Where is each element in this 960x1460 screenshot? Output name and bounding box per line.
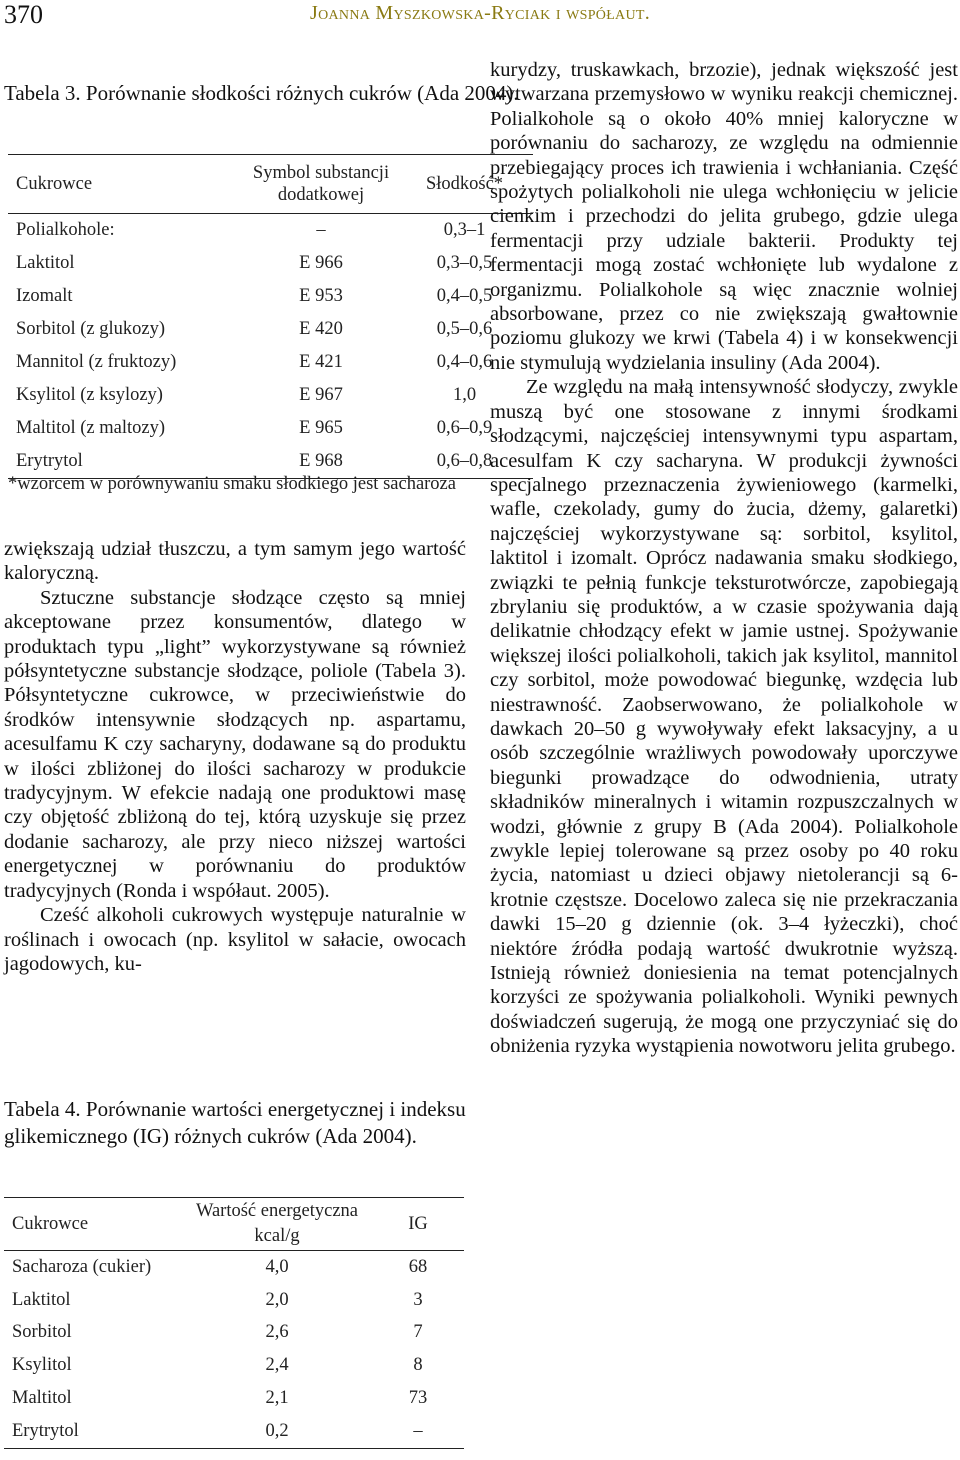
running-header-authors: Joanna Myszkowska-Ryciak i współaut. [310, 2, 651, 24]
table3-caption: Tabela 3. Porównanie słodkości różnych cukrów (Ada 2004). [4, 81, 519, 105]
table-header-row [4, 1198, 464, 1251]
table-cell: 8 [413, 1355, 423, 1376]
table-row [4, 1382, 464, 1415]
table-cell: 0,3–1 [443, 220, 486, 240]
table-cell: Laktitol [16, 253, 75, 273]
table-cell: 0,6–0,9 [436, 418, 493, 438]
table-cell: 0,3–0,5 [436, 253, 493, 273]
table-cell: Ksylitol [12, 1355, 72, 1376]
table-header-row [8, 155, 533, 214]
table-header-cell: Słodkość* [396, 155, 533, 214]
table-cell: – [413, 1420, 423, 1441]
table-cell: 73 [408, 1388, 428, 1409]
table-row [4, 1284, 464, 1317]
table-cell: 3 [413, 1289, 423, 1310]
paragraph: kurydzy, truskawkach, brzozie), jednak większość jest wytwarzana przemysłowo w wyniku reakcji chemicznej. Polialkohole są o około 40% mniej kaloryczne w porównaniu do sacharozy, ze względu na odmiennie przebiegający proces ich trawienia i wchłaniania. Część spożytych polialkoholi nie ulega wchłonięciu w jelicie cienkim i przechodzi do jelita grubego, gdzie ulega fermentacji przy udziale bakterii. Produkty tej fermentacji mogą zostać wchłonięte lub wydalone z organizmu. Polialkohole są więc znacznie wolniej absorbowane, przez co nie zwiększają gwałtownie poziomu glukozy we krwi (Tabela 4) i w konsekwencji nie stymulują wydzielania insuliny (Ada 2004). [490, 59, 958, 374]
table-cell: E 968 [299, 451, 343, 471]
table-row [8, 412, 533, 445]
table3-note: *wzorcem w porównywaniu smaku słodkiego jest sacharoza [8, 474, 456, 494]
table-row [8, 313, 533, 346]
table-cell: Laktitol [12, 1289, 71, 1310]
table-cell: Erytrytol [16, 451, 83, 471]
table-cell: E 953 [299, 286, 343, 306]
paragraph: zwiększają udział tłuszczu, a tym samym jego wartość kaloryczną. [4, 538, 466, 585]
table-row [4, 1251, 464, 1284]
table-row [8, 379, 533, 412]
table-cell: 0,5–0,6 [436, 319, 493, 339]
table-cell: E 420 [299, 319, 343, 339]
paragraph: Cześć alkoholi cukrowych występuje naturalnie w roślinach i owocach (np. ksylitol w sałacie, owocach jagodowych, ku- [4, 904, 466, 975]
table-header-cell: Wartość energetyczna kcal/g [182, 1198, 372, 1251]
table-cell: 68 [408, 1256, 428, 1277]
table-cell: 2,6 [265, 1322, 289, 1343]
table-cell: – [316, 220, 326, 240]
table3 [8, 154, 533, 479]
table-cell: Maltitol [12, 1388, 72, 1409]
table-row [4, 1349, 464, 1382]
table-cell: 1,0 [452, 385, 477, 405]
table-row [8, 280, 533, 313]
table-cell: Sacharoza (cukier) [12, 1256, 152, 1277]
table-cell: Mannitol (z fruktozy) [16, 352, 177, 372]
table-header-cell: Cukrowce [4, 1198, 182, 1251]
table-cell: 0,4–0,6 [436, 352, 493, 372]
table-cell: 2,4 [265, 1355, 289, 1376]
table-cell: E 966 [299, 253, 343, 273]
table-cell: Izomalt [16, 286, 73, 306]
paragraph: Sztuczne substancje słodzące często są mniej akceptowane przez konsumentów, dlatego w produktach typu „light” wykorzystywane są również półsyntetyczne substancje słodzące, poliole (Tabela 3). Półsyntetyczne cukrowce, w przeciwieństwie do środków intensywnie słodzących np. aspartamu, acesulfamu K czy sacharyny, dodawane są do produktu w ilości zbliżonej do ilości sacharozy w produkcie tradycyjnym. W efekcie nadają one produktowi masę czy objętość zbliżoną do tej, którą uzyskuje się przez dodanie sacharozy, ale przy nieco niższej wartości energetycznej w porównaniu do produktów tradycyjnych (Ronda i współaut. 2005). [4, 586, 466, 902]
table-header-cell: Symbol substancji dodatkowej [246, 155, 396, 214]
table4-caption: Tabela 4. Porównanie wartości energetycznej i indeksu glikemicznego (IG) różnych cukrów (Ada 2004). [4, 1097, 466, 1148]
table-cell: E 967 [299, 385, 343, 405]
table-cell: Maltitol (z maltozy) [16, 418, 165, 438]
table-cell: 0,6–0,8 [436, 451, 493, 471]
table-cell: 4,0 [265, 1256, 289, 1277]
table-header-cell: IG [372, 1198, 464, 1251]
table-cell: 2,1 [265, 1388, 289, 1409]
table-row [4, 1317, 464, 1350]
table-header-cell: Cukrowce [8, 155, 246, 214]
table-cell: 0,2 [265, 1420, 289, 1441]
table-cell: E 965 [299, 418, 343, 438]
page-number: 370 [4, 0, 43, 29]
table-cell: 7 [413, 1322, 423, 1343]
table-cell: 0,4–0,5 [436, 286, 493, 306]
table4 [4, 1197, 464, 1449]
table-cell: 2,0 [265, 1289, 289, 1310]
left-column-text [4, 537, 466, 976]
table-cell: Polialkohole: [16, 220, 115, 240]
table-cell: Sorbitol (z glukozy) [16, 319, 166, 339]
paragraph: Ze względu na małą intensywność słodyczy, zwykle muszą być one stosowane z innymi środkami słodzącymi, najczęściej intensywnymi typu aspartam, acesulfam K czy sacharyna. W produkcji żywności specjalnego przeznaczenia żywieniowego (karmelki, wafle, czekolady, gumy do żucia, dżemy, galaretki) najczęściej wykorzystywane są: sorbitol, ksylitol, laktitol i izomalt. Oprócz nadawania smaku słodkiego, związki te pełnią funkcje teksturotwórcze, zapobiegają zbrylaniu się produktów, a w czasie spożywania dają delikatnie chłodzący efekt w jamie ustnej. Spożywanie większej ilości polialkoholi, takich jak ksylitol, mannitol czy sorbitol, może powodować biegunkę, wzdęcia lub niestrawność. Zaobserwowano, że polialkohole w dawkach 20–50 g wywoływały efekt laksacyjny, a u osób szczególnie wrażliwych powodowały uporczywe biegunki prowadzące do odwodnienia, utraty składników mineralnych i witamin rozpuszczalnych w wodzi, głównie z grupy B (Ada 2004). Polialkohole zwykle lepiej tolerowane są przez osoby po 40 roku życia, natomiast u dzieci objawy nietolerancji są 6-krotnie częstsze. Docelowo zaleca się nie przekraczania dawki 15–20 g dziennie (ok. 3–4 łyżeczki), choć niektóre źródła podają wartość dwukrotnie wyższą. Istnieją również doniesienia na temat potencjalnych korzyści ze spożywania polialkoholi. Wyniki pewnych doświadczeń sugerują, że mogą one przyczyniać się do obniżenia ryzyka wystąpienia nowotworu jelita grubego. [490, 376, 958, 1058]
table-row [8, 214, 533, 248]
table-row [4, 1415, 464, 1448]
table-cell: E 421 [299, 352, 343, 372]
table-row [8, 247, 533, 280]
table-cell: Erytrytol [12, 1420, 79, 1441]
table-row [8, 346, 533, 379]
table-cell: Ksylitol (z ksylozy) [16, 385, 163, 405]
table-cell: Sorbitol [12, 1322, 72, 1343]
right-column-text [490, 58, 958, 1059]
